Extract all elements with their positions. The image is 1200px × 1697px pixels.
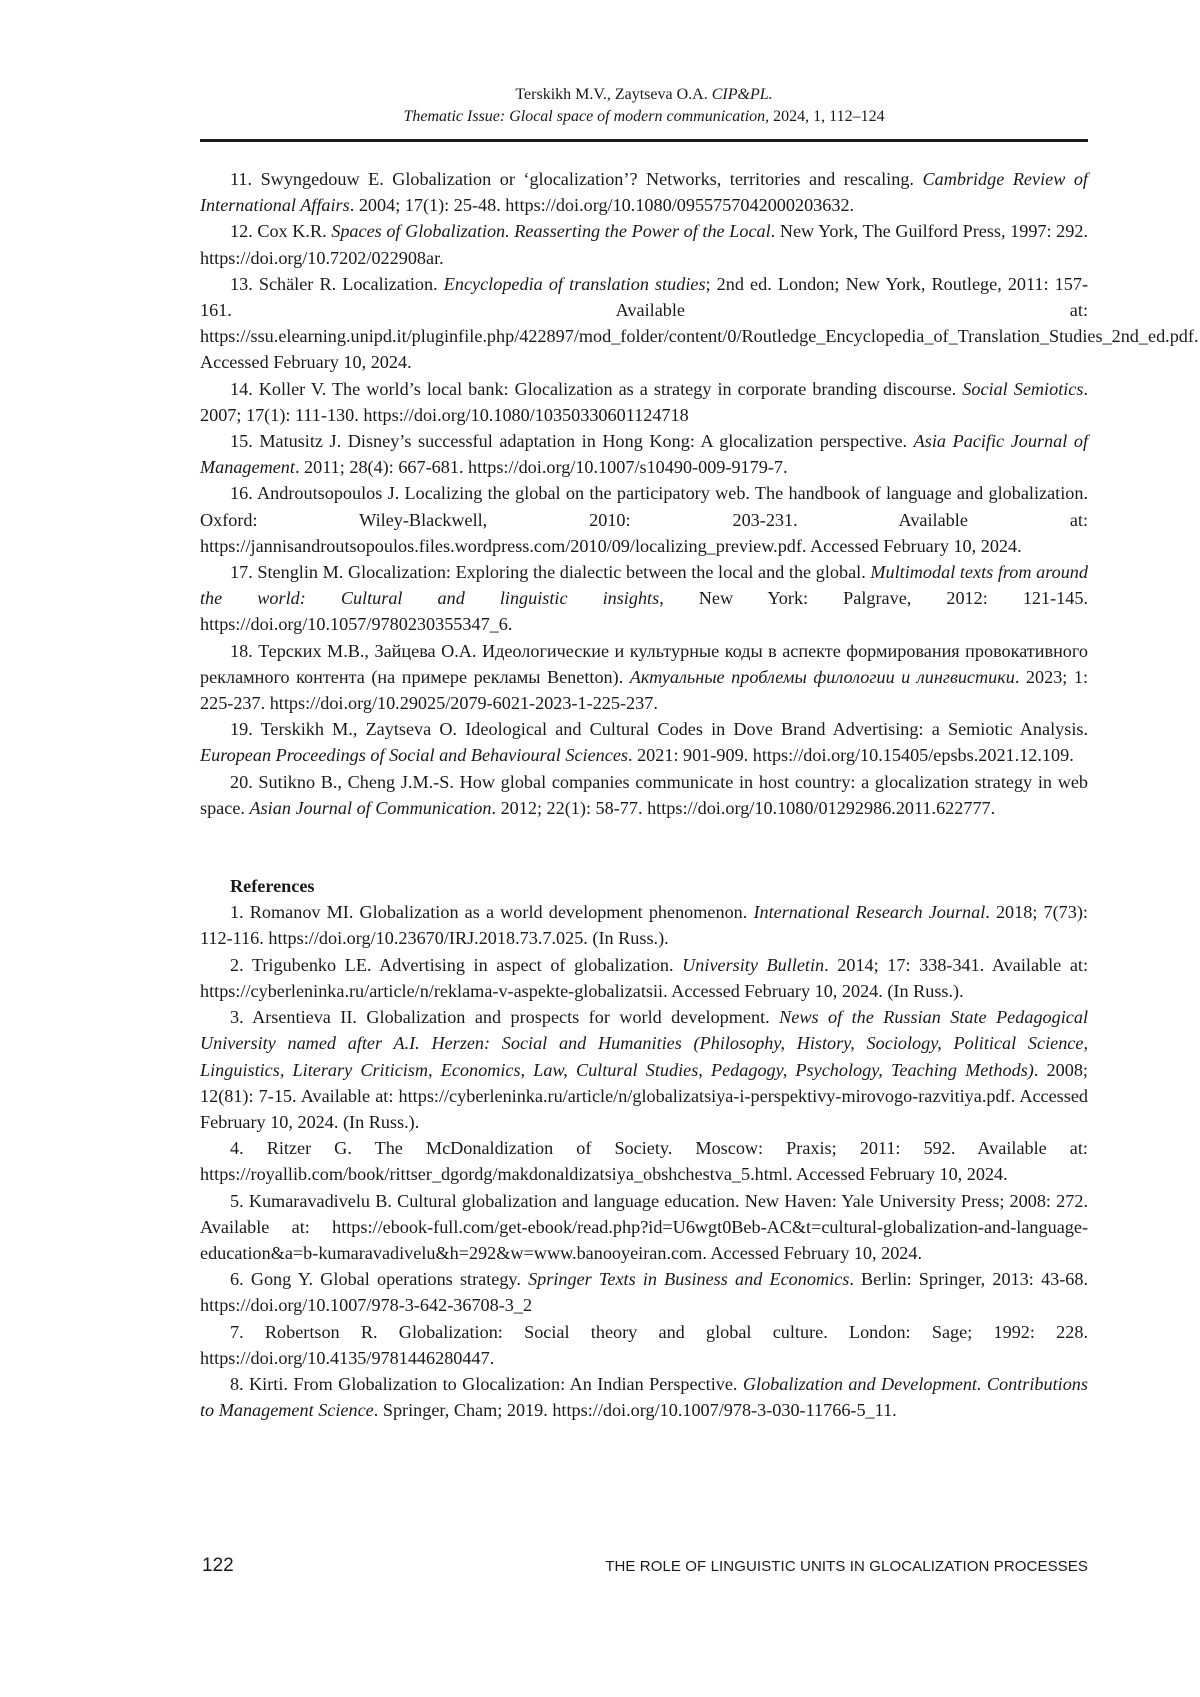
reference-entry <box>200 559 1088 638</box>
reference-text: 3. Arsentieva II. Globalization and prospects for world development. <box>230 1007 780 1028</box>
reference-text: . 2011; 28(4): 667-681. https://doi.org/10.1007/s10490-009-9179-7. <box>294 457 788 478</box>
reference-entry <box>200 428 1088 480</box>
reference-source: International Research Journal <box>753 902 986 923</box>
header-issue-label: Thematic Issue: Glocal space of modern communication, <box>403 108 770 125</box>
reference-entry <box>200 769 1088 821</box>
reference-source: Spaces of Globalization. Reasserting the Power of the Local <box>331 221 771 242</box>
reference-source: European Proceedings of Social and Behavioural Sciences <box>200 745 628 766</box>
reference-text: . 2023; 1: 225-237. https://doi.org/10.29025/2079-6021-2023-1-225-237. <box>200 666 1089 714</box>
reference-text: . 2004; 17(1): 25-48. https://doi.org/10.1080/0955757042000203632. <box>349 195 855 216</box>
reference-entry <box>200 166 1088 218</box>
reference-text: 1. Romanov MI. Globalization as a world development phenomenon. <box>230 902 754 923</box>
reference-entry <box>200 716 1088 768</box>
reference-source: Asian Journal of Communication <box>249 797 492 818</box>
reference-entry <box>200 218 1088 270</box>
reference-text: . 2021: 901-909. https://doi.org/10.15405/epsbs.2021.12.109. <box>627 745 1074 766</box>
reference-text: 7. Robertson R. Globalization: Social theory and global culture. London: Sage; 1992: 228. https://doi.org/10.4135/9781446280447. <box>200 1321 1088 1368</box>
reference-text: 18. Терских М.В., Зайцева О.А. Идеологические и культурные коды в аспекте формирования провокативного рекламного контента (на примере рекламы Benetton). <box>200 640 1088 687</box>
reference-entry <box>200 638 1088 717</box>
page-footer <box>200 1555 1088 1581</box>
reference-source: University Bulletin <box>682 954 825 975</box>
reference-entry <box>200 271 1199 376</box>
references-list <box>200 899 1088 1423</box>
reference-text: 16. Androutsopoulos J. Localizing the global on the participatory web. The handbook of language and globalization. Oxford: Wiley-Blackwell, 2010: 203-231. Available at: https://jannisandroutsopoulos.files.wordpress.com/2010/09/localizing_preview.pdf. Accessed February 10, 2024. <box>200 483 1088 556</box>
reference-text: . New York, The Guilford Press, 1997: 292. https://doi.org/10.7202/022908ar. <box>200 221 1088 268</box>
reference-text: 17. Stenglin M. Glocalization: Exploring the dialectic between the local and the global. <box>230 562 871 583</box>
reference-text: 8. Kirti. From Globalization to Glocalization: An Indian Perspective. <box>230 1373 743 1394</box>
header-rule <box>200 139 1088 142</box>
reference-text: 5. Kumaravadivelu B. Cultural globalization and language education. New Haven: Yale University Press; 2008: 272. Available at: https://ebook-full.com/get-ebook/read.php?id=U6wgt0Beb-AC&t=cultural-globalization-and-language-education&a=b-kumaravadivelu&h=292&w=www.banooyeiran.com. Accessed February 10, 2024. <box>200 1190 1088 1263</box>
reference-source: Social Semiotics <box>962 378 1084 399</box>
reference-source: Multimodal texts from around the world: Cultural and linguistic insights <box>200 562 1088 609</box>
reference-source: Globalization and Development. Contributions to Management Science <box>200 1373 1088 1421</box>
references-heading: References <box>230 876 315 897</box>
reference-source: Актуальные проблемы филологии и лингвистики <box>629 666 1015 687</box>
reference-text: . 2008; 12(81): 7-15. Available at: https://cyberleninka.ru/article/n/globalizatsiya-i-perspektivy-mirovogo-razvitiya.pdf. Accessed February 10, 2024. (In Russ.). <box>200 1059 1088 1132</box>
reference-text: 13. Schäler R. Localization. <box>230 273 444 294</box>
reference-source: News of the Russian State Pedagogical University named after A.I. Herzen: Social and Humanities (Philosophy, History, Sociology, Political Science, Linguistics, Literary Criticism, Economics, Law, Cultural Studies, Pedagogy, Psychology, Teaching Methods) <box>200 1007 1088 1080</box>
section-gap <box>200 821 1088 873</box>
reference-entry <box>200 1319 1088 1371</box>
reference-text: . Springer, Cham; 2019. https://doi.org/10.1007/978-3-030-11766-5_11. <box>373 1400 897 1421</box>
reference-entry <box>200 1004 1088 1135</box>
reference-entry <box>200 1135 1088 1187</box>
reference-source: Cambridge Review of International Affairs <box>200 169 1088 216</box>
reference-text: . 2018; 7(73): 112-116. https://doi.org/10.23670/IRJ.2018.73.7.025. (In Russ.). <box>200 902 1088 949</box>
reference-text: 2. Trigubenko LE. Advertising in aspect of globalization. <box>230 954 683 975</box>
reference-text: . 2012; 22(1): 58-77. https://doi.org/10.1080/01292986.2011.622777. <box>491 797 996 818</box>
reference-entry <box>200 1188 1088 1267</box>
reference-entry <box>200 952 1088 1004</box>
reference-text: 12. Cox K.R. <box>230 221 332 242</box>
reference-text: , New York: Palgrave, 2012: 121-145. https://doi.org/10.1057/9780230355347_6. <box>200 588 1089 635</box>
reference-text: ; 2nd ed. London; New York, Routlege, 2011: 157-161. Available at: https://ssu.elearning.unipd.it/pluginfile.php/422897/mod_folder/content/0/Routledge_Encyclopedia_of_Translation_Studies_2nd_ed.pdf. Accessed February 10, 2024. <box>200 273 1199 373</box>
reference-source: Asia Pacific Journal of Management <box>200 431 1089 478</box>
page-body <box>200 166 1199 1423</box>
reference-text: 14. Koller V. The world’s local bank: Glocalization as a strategy in corporate branding discourse. <box>230 378 963 399</box>
reference-text: . 2007; 17(1): 111-130. https://doi.org/10.1080/10350330601124718 <box>200 378 1088 425</box>
header-authors: Terskikh M.V., Zaytseva O.A. <box>515 86 708 103</box>
reference-text: 11. Swyngedouw E. Globalization or ‘glocalization’? Networks, territories and rescaling. <box>230 169 923 189</box>
header-issue-line <box>200 106 1088 128</box>
page-number: 122 <box>202 1555 234 1576</box>
header-journal: CIP&PL. <box>711 86 773 103</box>
reference-text: 20. Sutikno B., Cheng J.M.-S. How global companies communicate in host country: a glocalization strategy in web space. <box>200 771 1088 818</box>
reference-source: Encyclopedia of translation studies <box>443 273 706 294</box>
reference-text: . Berlin: Springer, 2013: 43-68. https://doi.org/10.1007/978-3-642-36708-3_2 <box>200 1269 1089 1316</box>
reference-text: . 2014; 17: 338-341. Available at: https://cyberleninka.ru/article/n/reklama-v-aspekte-globalizatsii. Accessed February 10, 2024. (In Russ.). <box>200 954 1089 1001</box>
reference-text: 6. Gong Y. Global operations strategy. <box>230 1269 529 1290</box>
header-issue-info: 2024, 1, 112–124 <box>773 108 885 125</box>
reference-entry <box>200 1266 1088 1318</box>
reference-text: 19. Terskikh M., Zaytseva O. Ideological and Cultural Codes in Dove Brand Advertising: a Semiotic Analysis. <box>230 719 1088 740</box>
reference-entry <box>200 480 1088 559</box>
reference-entry <box>200 376 1088 428</box>
header-authors-line <box>200 84 1088 106</box>
reference-text: 15. Matusitz J. Disney’s successful adaptation in Hong Kong: A glocalization perspective. <box>230 431 914 452</box>
reference-entry <box>200 899 1088 951</box>
bibliography-list <box>200 166 1199 821</box>
running-title: THE ROLE OF LINGUISTIC UNITS IN GLOCALIZATION PROCESSES <box>605 1558 1088 1575</box>
reference-text: 4. Ritzer G. The McDonaldization of Society. Moscow: Praxis; 2011: 592. Available at: https://royallib.com/book/rittser_dgordg/makdonaldizatsiya_obshchestva_5.html. Accessed February 10, 2024. <box>200 1138 1088 1185</box>
reference-entry <box>200 1371 1088 1423</box>
running-header <box>200 84 1088 128</box>
reference-source: Springer Texts in Business and Economics <box>528 1269 850 1290</box>
